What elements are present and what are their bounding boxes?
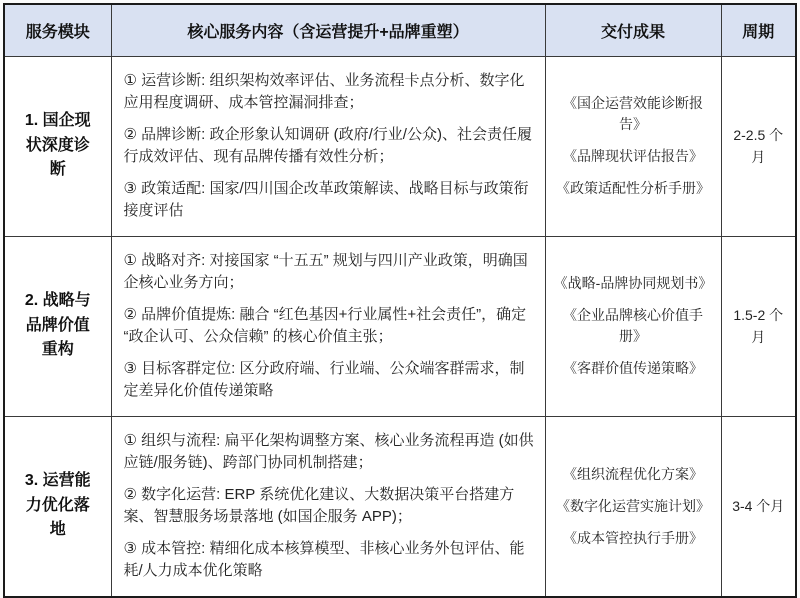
- service-item: ③ 政策适配: 国家/四川国企改革政策解读、战略目标与政策衔接度评估: [123, 179, 529, 219]
- service-item: ① 运营诊断: 组织架构效率评估、业务流程卡点分析、数字化应用程度调研、成本管控漏洞排查；: [123, 71, 525, 111]
- deliverables-cell: [545, 236, 721, 416]
- services-cell: [111, 416, 545, 597]
- service-item: ② 数字化运营: ERP 系统优化建议、大数据决策平台搭建方案、智慧服务场景落地 (如国企服务 APP)；: [123, 485, 515, 525]
- services-cell: [111, 56, 545, 236]
- table-row: [4, 236, 796, 416]
- deliverable-item: 《企业品牌核心价值手册》: [563, 307, 703, 344]
- period-cell: 1.5-2 个月: [721, 236, 796, 416]
- period-cell: 3-4 个月: [721, 416, 796, 597]
- deliverable-item: 《数字化运营实施计划》: [556, 497, 710, 514]
- deliverables-cell: [545, 56, 721, 236]
- header-row: [4, 4, 796, 56]
- deliverable-item: 《组织流程优化方案》: [563, 465, 703, 482]
- deliverable-item: 《成本管控执行手册》: [563, 529, 703, 546]
- module-cell: 2. 战略与品牌价值重构: [4, 236, 111, 416]
- column-header-services: 核心服务内容（含运营提升+品牌重塑）: [111, 4, 545, 56]
- service-item: ② 品牌价值提炼: 融合 “红色基因+行业属性+社会责任”，确定 “政企认可、公众信赖” 的核心价值主张；: [123, 305, 527, 345]
- deliverable-item: 《客群价值传递策略》: [563, 360, 703, 376]
- service-item: ③ 目标客群定位: 区分政府端、行业端、公众端客群需求，制定差异化价值传递策略: [123, 359, 525, 399]
- deliverable-item: 《政策适配性分析手册》: [556, 180, 710, 196]
- deliverable-item: 《战略-品牌协同规划书》: [553, 275, 713, 291]
- module-cell: 1. 国企现状深度诊断: [4, 56, 111, 236]
- period-cell: 2-2.5 个月: [721, 56, 796, 236]
- table-row: [4, 416, 796, 597]
- service-item: ① 组织与流程: 扁平化架构调整方案、核心业务流程再造 (如供应链/服务链)、跨部门协同机制搭建；: [123, 431, 534, 471]
- deliverable-item: 《品牌现状评估报告》: [563, 148, 703, 164]
- deliverable-item: 《国企运营效能诊断报告》: [563, 95, 703, 132]
- column-header-deliverables: 交付成果: [545, 4, 721, 56]
- module-cell: 3. 运营能力优化落地: [4, 416, 111, 597]
- column-header-period: 周期: [721, 4, 796, 56]
- service-item: ② 品牌诊断: 政企形象认知调研 (政府/行业/公众)、社会责任履行成效评估、现有品牌传播有效性分析；: [123, 125, 532, 165]
- service-item: ③ 成本管控: 精细化成本核算模型、非核心业务外包评估、能耗/人力成本优化策略: [123, 539, 525, 579]
- service-item: ① 战略对齐: 对接国家 “十五五” 规划与四川产业政策，明确国企核心业务方向；: [123, 251, 528, 291]
- services-cell: [111, 236, 545, 416]
- table-row: [4, 56, 796, 236]
- column-header-module: 服务模块: [4, 4, 111, 56]
- service-plan-table: [3, 3, 797, 598]
- deliverables-cell: [545, 416, 721, 597]
